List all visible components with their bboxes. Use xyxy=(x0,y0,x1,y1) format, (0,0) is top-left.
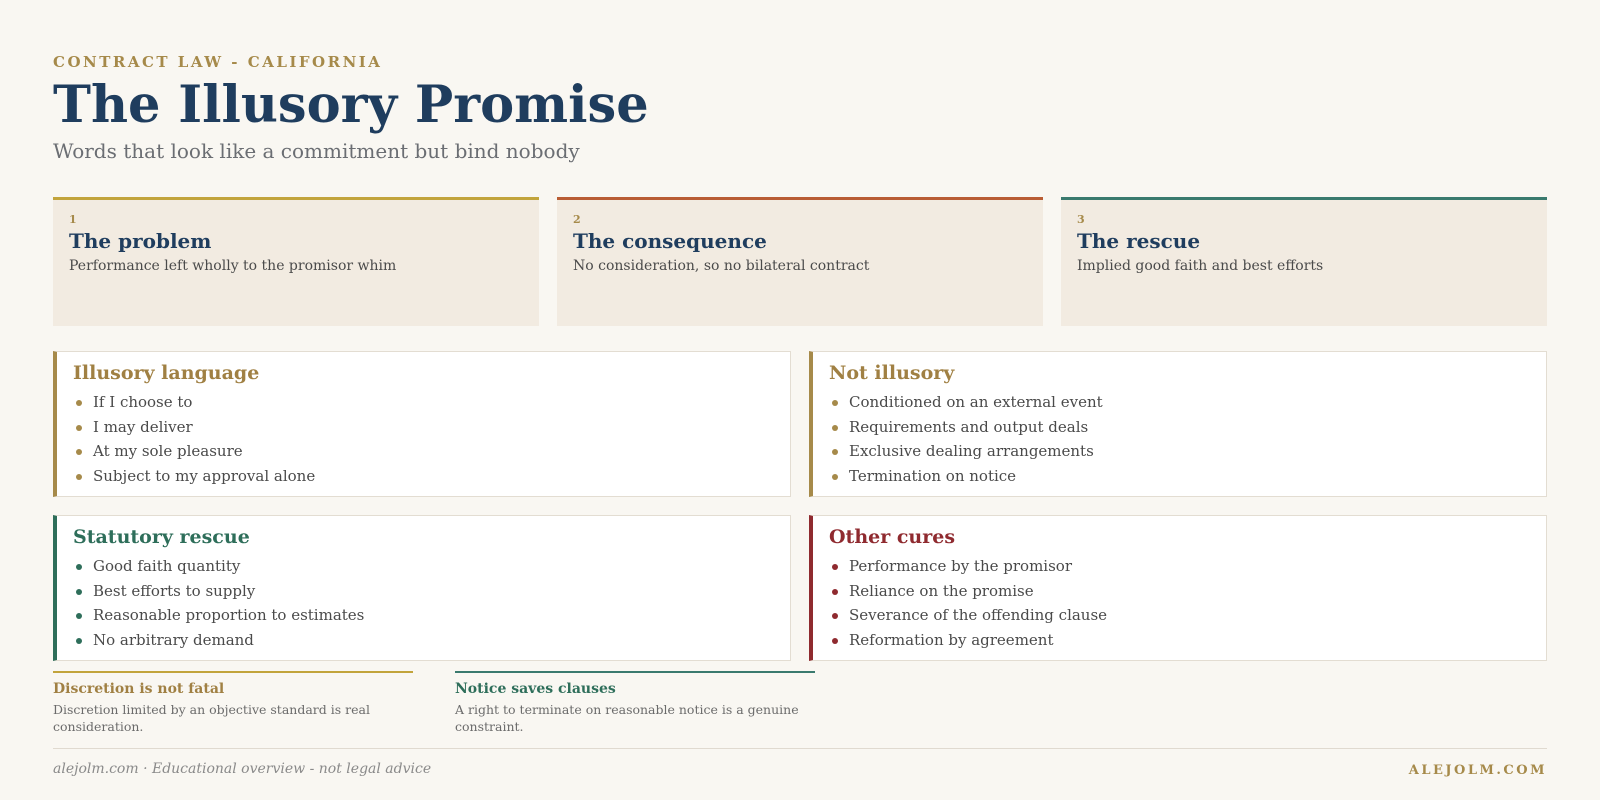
step-number: 1 xyxy=(69,213,77,226)
list-item-text: Reformation by agreement xyxy=(849,630,1054,649)
list-item-text: Exclusive dealing arrangements xyxy=(849,442,1094,460)
page xyxy=(53,0,1547,800)
list-item xyxy=(829,579,1530,604)
panel-list xyxy=(829,390,1530,488)
panel-list xyxy=(829,554,1530,652)
panel-list xyxy=(73,390,774,488)
step-title: The consequence xyxy=(573,229,767,253)
step-title: The rescue xyxy=(1077,229,1201,253)
bullet-icon xyxy=(832,474,838,480)
list-item-text: Severance of the offending clause xyxy=(849,606,1108,624)
note-text: Discretion limited by an objective standard is real consideration. xyxy=(53,702,370,734)
step-number: 3 xyxy=(1077,213,1085,226)
list-item xyxy=(829,439,1530,464)
list-item xyxy=(73,628,774,653)
list-item xyxy=(73,415,774,440)
eyebrow-label: CONTRACT LAW - CALIFORNIA xyxy=(53,53,383,71)
bullet-icon xyxy=(76,589,82,595)
step-description: Implied good faith and best efforts xyxy=(1077,258,1324,274)
list-item-text: Reasonable proportion to estimates xyxy=(93,606,365,624)
list-item xyxy=(829,390,1530,415)
step-cards xyxy=(53,197,1547,329)
list-item-text: Performance by the promisor xyxy=(849,557,1072,575)
panel-title: Other cures xyxy=(829,526,956,548)
list-item xyxy=(73,579,774,604)
page-title: The Illusory Promise xyxy=(53,75,649,135)
page-subtitle: Words that look like a commitment but bind nobody xyxy=(53,139,580,163)
step-description: Performance left wholly to the promisor whim xyxy=(69,258,397,274)
list-item xyxy=(829,628,1530,653)
step-card-consequence xyxy=(557,197,1043,326)
list-item xyxy=(73,439,774,464)
bullet-icon xyxy=(76,449,82,455)
list-item-text: Subject to my approval alone xyxy=(93,466,316,485)
bullet-icon xyxy=(832,400,838,406)
panel-other-cures xyxy=(809,515,1547,661)
footer-brand: ALEJOLM.COM xyxy=(1408,763,1547,778)
bullet-icon xyxy=(76,638,82,644)
bullet-icon xyxy=(832,589,838,595)
list-item-text: At my sole pleasure xyxy=(93,442,243,460)
list-item xyxy=(73,464,774,489)
list-item xyxy=(73,554,774,579)
bullet-icon xyxy=(76,400,82,406)
step-card-problem xyxy=(53,197,539,326)
list-item-text: Reliance on the promise xyxy=(849,581,1034,600)
bullet-icon xyxy=(76,474,82,480)
bullet-icon xyxy=(832,425,838,431)
list-item-text: I may deliver xyxy=(93,417,193,436)
bullet-icon xyxy=(76,613,82,619)
list-item xyxy=(829,603,1530,628)
list-item-text: If I choose to xyxy=(93,393,193,411)
bullet-icon xyxy=(76,425,82,431)
note-notice xyxy=(455,671,815,735)
note-title: Notice saves clauses xyxy=(455,681,616,697)
list-item xyxy=(73,603,774,628)
list-item xyxy=(829,554,1530,579)
bullet-icon xyxy=(832,449,838,455)
bullet-icon xyxy=(832,613,838,619)
list-item-text: Best efforts to supply xyxy=(93,581,256,600)
panel-title: Illusory language xyxy=(73,362,260,384)
step-number: 2 xyxy=(573,213,581,226)
step-card-rescue xyxy=(1061,197,1547,326)
list-item-text: Conditioned on an external event xyxy=(849,393,1103,411)
list-item-text: No arbitrary demand xyxy=(93,630,254,649)
footer-disclaimer: alejolm.com · Educational overview - not legal advice xyxy=(53,761,432,777)
bullet-icon xyxy=(832,638,838,644)
note-discretion xyxy=(53,671,413,735)
panel-illusory-language xyxy=(53,351,791,497)
panel-title: Not illusory xyxy=(829,362,955,384)
bullet-icon xyxy=(76,564,82,570)
list-item-text: Requirements and output deals xyxy=(849,417,1089,436)
panel-list xyxy=(73,554,774,652)
bullet-icon xyxy=(832,564,838,570)
list-item xyxy=(829,464,1530,489)
step-description: No consideration, so no bilateral contract xyxy=(573,258,870,274)
step-title: The problem xyxy=(69,229,212,253)
panel-title: Statutory rescue xyxy=(73,526,250,548)
list-item-text: Good faith quantity xyxy=(93,557,241,575)
note-text: A right to terminate on reasonable notice is a genuine constraint. xyxy=(455,702,799,734)
footer-divider xyxy=(53,748,1547,749)
panel-not-illusory xyxy=(809,351,1547,497)
list-item-text: Termination on notice xyxy=(849,466,1017,485)
panel-statutory-rescue xyxy=(53,515,791,661)
list-item xyxy=(73,390,774,415)
note-title: Discretion is not fatal xyxy=(53,681,225,697)
list-item xyxy=(829,415,1530,440)
